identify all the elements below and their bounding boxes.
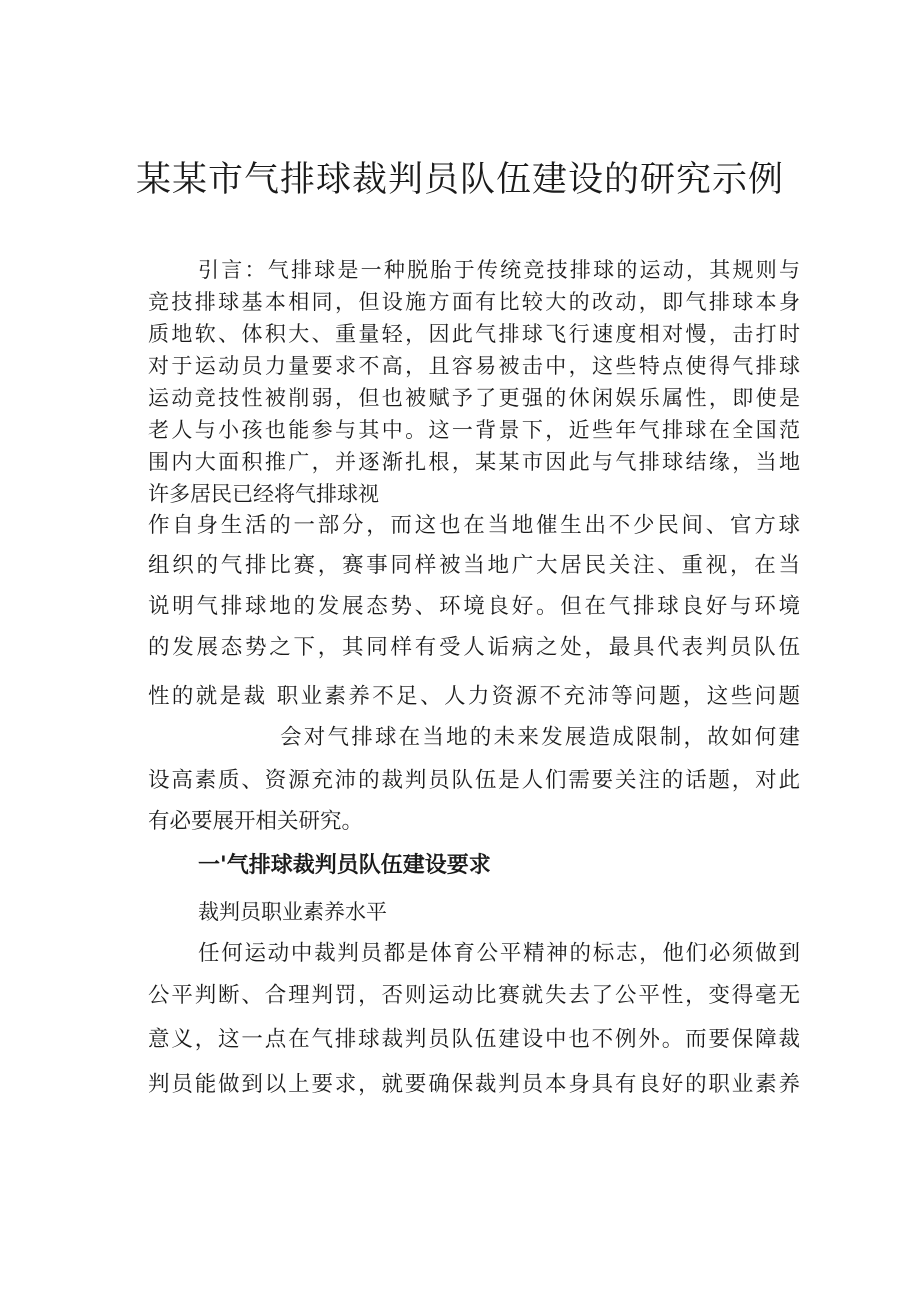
- body-line: 判员能做到以上要求，就要确保裁判员本身具有良好的职业素养: [148, 1072, 800, 1097]
- intro-line: 老人与小孩也能参与其中。这一背景下，近些年气排球在全国范: [148, 418, 800, 442]
- body-line: 性的就是裁 职业素养不足、人力资源不充沛等问题，这些问题: [148, 684, 800, 709]
- body-line: 作自身生活的一部分，而这也在当地催生出不少民间、官方球: [148, 513, 800, 538]
- body-line: 组织的气排比赛，赛事同样被当地广大居民关注、重视，在当: [148, 553, 800, 578]
- intro-line: 许多居民已经将气排球视: [148, 482, 379, 506]
- intro-line: 引言：气排球是一种脱胎于传统竞技排球的运动，其规则与: [198, 258, 800, 282]
- body-line: 任何运动中裁判员都是体育公平精神的标志，他们必须做到: [198, 941, 800, 966]
- intro-line: 对于运动员力量要求不高，且容易被击中，这些特点使得气排球: [148, 354, 800, 378]
- body-line: 的发展态势之下，其同样有受人诟病之处，最具代表判员队伍: [148, 635, 800, 660]
- body-line: 说明气排球地的发展态势、环境良好。但在气排球良好与环境: [148, 594, 800, 619]
- intro-line: 竞技排球基本相同，但设施方面有比较大的改动，即气排球本身: [148, 290, 800, 314]
- section-heading: 一'气排球裁判员队伍建设要求: [198, 853, 491, 878]
- intro-line: 围内大面积推广，并逐渐扎根，某某市因此与气排球结缘，当地: [148, 450, 800, 474]
- document-title: 某某市气排球裁判员队伍建设的研究示例: [135, 160, 784, 200]
- subsection-heading: 裁判员职业素养水平: [198, 900, 387, 924]
- intro-line: 质地软、体积大、重量轻，因此气排球飞行速度相对慢，击打时: [148, 322, 800, 346]
- body-line: 意义，这一点在气排球裁判员队伍建设中也不例外。而要保障裁: [148, 1027, 800, 1052]
- body-line: 公平判断、合理判罚，否则运动比赛就失去了公平性，变得毫无: [148, 983, 800, 1008]
- intro-line: 运动竞技性被削弱，但也被赋予了更强的休闲娱乐属性，即使是: [148, 386, 800, 410]
- body-line: 设高素质、资源充沛的裁判员队伍是人们需要关注的话题，对此: [148, 768, 800, 793]
- body-line: 有必要展开相关研究。: [148, 809, 364, 834]
- body-line: 会对气排球在当地的未来发展造成限制，故如何建: [280, 725, 800, 750]
